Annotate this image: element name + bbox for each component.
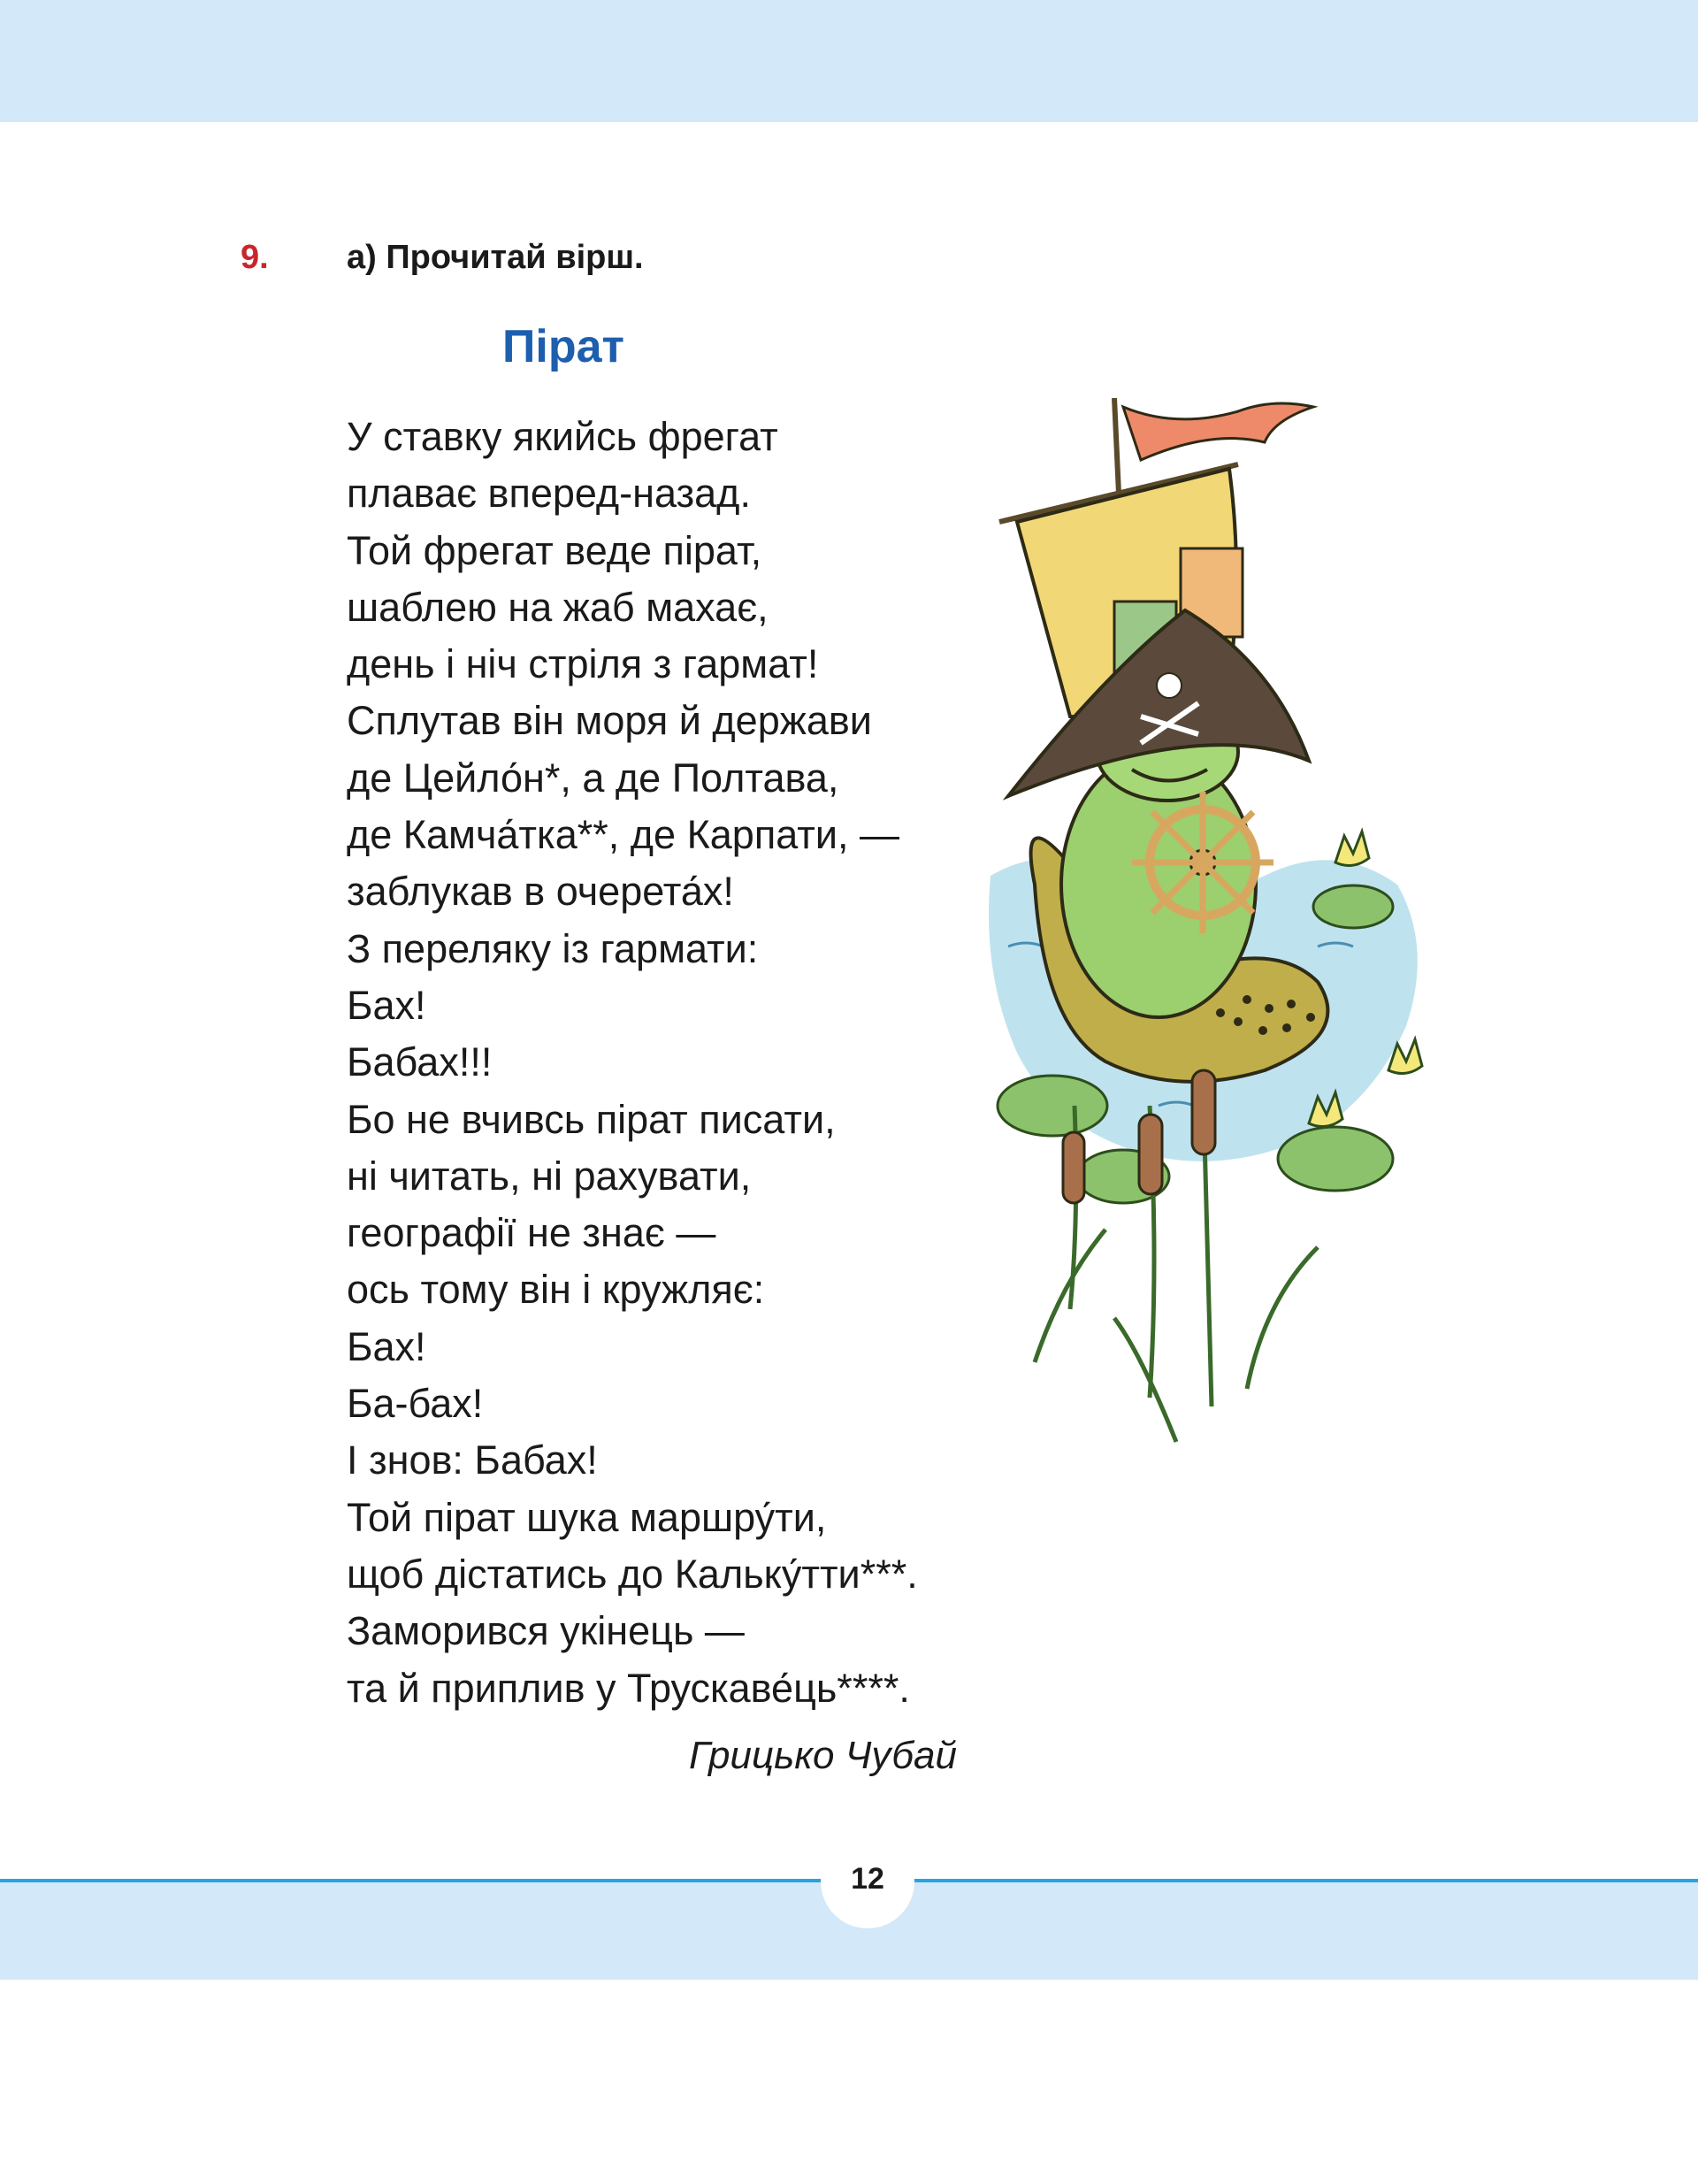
poem-line: шаблею на жаб махає, bbox=[347, 584, 769, 630]
header-band bbox=[0, 0, 1698, 122]
poem-line: де Цейло́н*, а де Полтава, bbox=[347, 755, 839, 801]
poem-line: З переляку із гармати: bbox=[347, 925, 759, 971]
poem-line: Бах! bbox=[347, 982, 426, 1028]
poem-line: де Камча́тка**, де Карпати, — bbox=[347, 812, 899, 858]
poem-line: Заморився укінець — bbox=[347, 1608, 745, 1654]
task-instruction: а) Прочитай вірш. bbox=[347, 239, 644, 276]
poem-line: заблукав в очерета́х! bbox=[347, 869, 734, 915]
poem-author: Грицько Чубай bbox=[689, 1734, 957, 1777]
poem-line: плаває вперед-назад. bbox=[347, 471, 751, 517]
poem-line: Той пірат шука маршру́ти, bbox=[347, 1494, 827, 1540]
poem-line: та й приплив у Трускаве́ць****. bbox=[347, 1665, 910, 1711]
poem-title: Пірат bbox=[502, 321, 624, 372]
poem-text bbox=[347, 409, 1019, 1717]
task-number: 9. bbox=[241, 239, 269, 276]
poem-line: Той фрегат веде пірат, bbox=[347, 527, 762, 573]
frog-pirate-ship-illustration bbox=[982, 380, 1442, 1495]
poem-line: І знов: Бабах! bbox=[347, 1437, 598, 1483]
poem-line: Бабах!!! bbox=[347, 1039, 493, 1085]
poem-line: Бах! bbox=[347, 1323, 426, 1369]
poem-line: щоб дістатись до Кальку́тти***. bbox=[347, 1551, 918, 1597]
poem-line: Бо не вчивсь пірат писати, bbox=[347, 1096, 836, 1142]
poem-line: Ба-бах! bbox=[347, 1381, 484, 1427]
poem-line: Сплутав він моря й держави bbox=[347, 698, 872, 744]
poem-line: день і ніч стріля з гармат! bbox=[347, 641, 819, 687]
poem-line: ось тому він і кружляє: bbox=[347, 1267, 765, 1313]
poem-line: У ставку якийсь фрегат bbox=[347, 414, 778, 459]
poem-line: ні читать, ні рахувати, bbox=[347, 1153, 752, 1199]
poem-line: географії не знає — bbox=[347, 1210, 716, 1256]
page-number: 12 bbox=[851, 1862, 884, 1896]
